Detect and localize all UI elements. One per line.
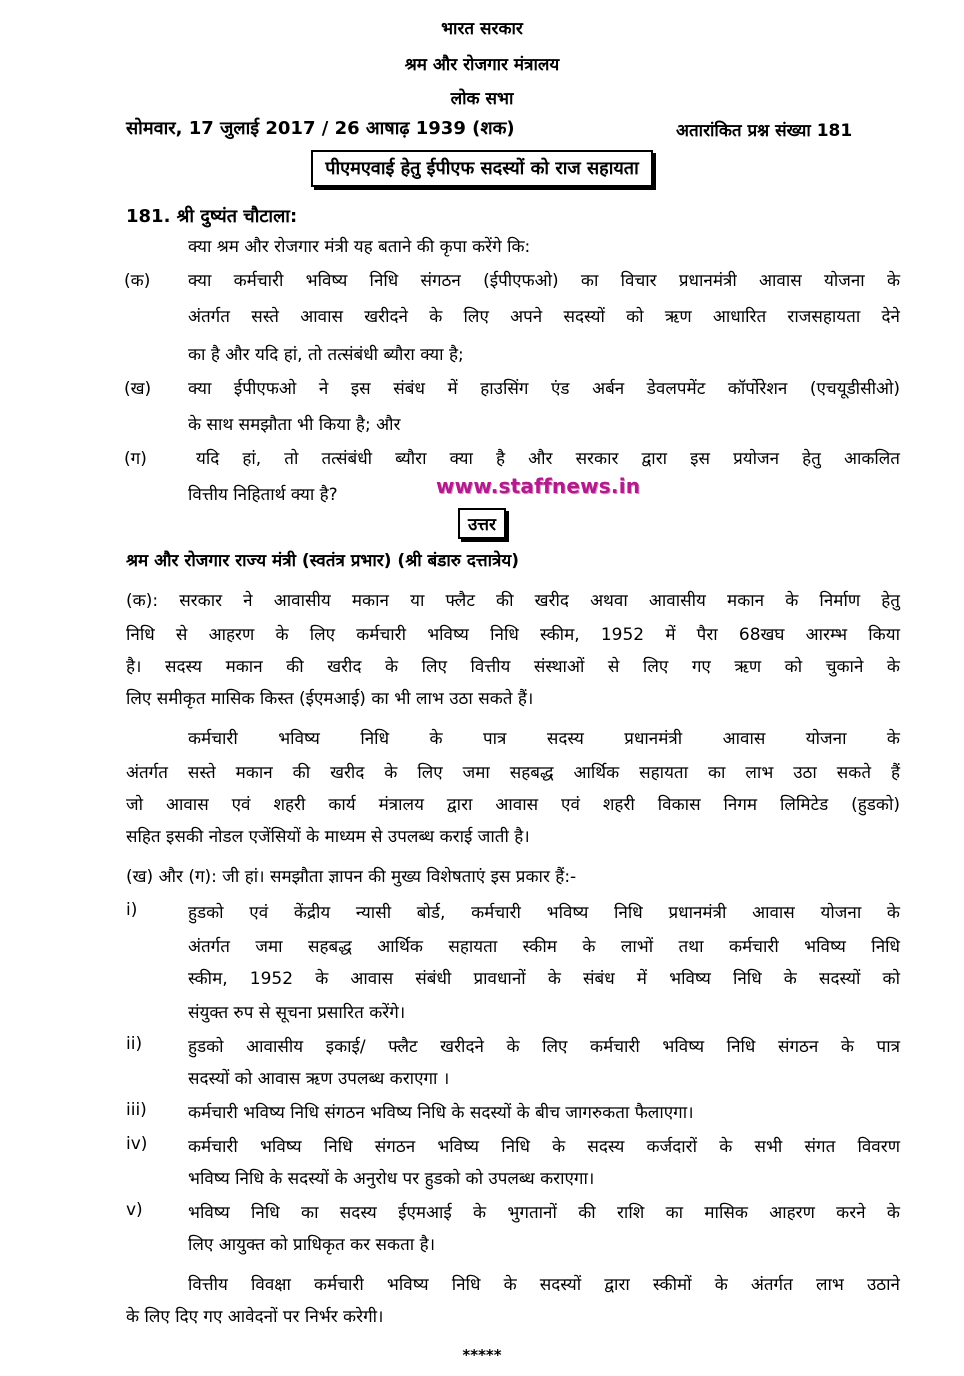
question-label-kha: (ख) [124, 379, 152, 399]
answer-para-line: अंतर्गत सस्ते मकान की खरीद के लिए जमा सहबद्ध आर्थिक सहायता का लाभ उठा सकते हैं [126, 763, 900, 783]
list-item-line: संयुक्त रुप से सूचना प्रसारित करेंगे। [188, 1003, 406, 1023]
answer-heading: उत्तर [458, 508, 506, 539]
header-house: लोक सभा [450, 89, 514, 109]
answer-para-line: है। सदस्य मकान की खरीद के लिए वित्तीय संस्थाओं से लिए गए ऋण को चुकाने के [126, 657, 900, 677]
answer-para-line: लिए समीकृत मासिक किस्त (ईएमआई) का भी लाभ उठा सकते हैं। [126, 689, 534, 709]
question-ka-line: क्या कर्मचारी भविष्य निधि संगठन (ईपीएफओ) का विचार प्रधानमंत्री आवास योजना के [188, 271, 900, 291]
header-date: सोमवार, 17 जुलाई 2017 / 26 आषाढ़ 1939 (शक) [126, 118, 515, 139]
question-label-ka: (क) [124, 271, 151, 291]
answer-closing-line: के लिए दिए गए आवेदनों पर निर्भर करेगी। [126, 1307, 384, 1327]
list-label: i) [126, 900, 138, 920]
question-asker: 181. श्री दुष्यंत चौटाला: [126, 206, 298, 227]
answer-mou-intro: (ख) और (ग): जी हां। समझौता ज्ञापन की मुख्य विशेषताएं इस प्रकार हैं:- [126, 867, 577, 887]
answer-para-line: जो आवास एवं शहरी कार्य मंत्रालय द्वारा आवास एवं शहरी विकास निगम लिमिटेड (हुडको) [126, 795, 900, 815]
list-item-line: स्कीम, 1952 के आवास संबंधी प्रावधानों के संबंध में भविष्य निधि के सदस्यों को [188, 969, 900, 989]
list-item-line: कर्मचारी भविष्य निधि संगठन भविष्य निधि के सदस्य कर्जदारों के सभी संगत विवरण [188, 1137, 900, 1157]
answer-heading-wrap [0, 508, 964, 539]
end-marker: ***** [462, 1346, 502, 1364]
question-ka-line: का है और यदि हां, तो तत्संबंधी ब्यौरा क्या है; [188, 345, 464, 365]
list-item-line: भविष्य निधि का सदस्य ईएमआई के भुगतानों की राशि का मासिक आहरण करने के [188, 1203, 900, 1223]
answer-para-line: निधि से आहरण के लिए कर्मचारी भविष्य निधि स्कीम, 1952 में पैरा 68खघ आरम्भ किया [126, 625, 900, 645]
question-label-ga: (ग) [124, 449, 147, 469]
list-item-line: हुडको आवासीय इकाई/ फ्लैट खरीदने के लिए कर्मचारी भविष्य निधि संगठन के पात्र [188, 1037, 900, 1057]
question-intro: क्या श्रम और रोजगार मंत्री यह बताने की कृपा करेंगे कि: [188, 237, 531, 257]
list-item-line: सदस्यों को आवास ऋण उपलब्ध कराएगा । [188, 1069, 450, 1089]
list-item-line: अंतर्गत जमा सहबद्ध आर्थिक सहायता स्कीम के लाभों तथा कर्मचारी भविष्य निधि [188, 937, 900, 957]
list-label: iii) [126, 1100, 147, 1120]
answer-closing-line: वित्तीय विवक्षा कर्मचारी भविष्य निधि के सदस्यों द्वारा स्कीमों के अंतर्गत लाभ उठाने [188, 1275, 900, 1295]
list-label: iv) [126, 1134, 148, 1154]
title-wrap [0, 150, 964, 187]
question-kha-line: के साथ समझौता भी किया है; और [188, 415, 401, 435]
header-ministry: श्रम और रोजगार मंत्रालय [404, 55, 560, 75]
document-title: पीएमएवाई हेतु ईपीएफ सदस्यों को राज सहायता [311, 150, 652, 187]
question-kha-line: क्या ईपीएफओ ने इस संबंध में हाउसिंग एंड अर्बन डेवलपमेंट कॉर्पोरेशन (एचयूडीसीओ) [188, 379, 900, 399]
list-item-line: कर्मचारी भविष्य निधि संगठन भविष्य निधि के सदस्यों के बीच जागरुकता फैलाएगा। [188, 1103, 694, 1123]
answer-para-line: (क): सरकार ने आवासीय मकान या फ्लैट की खरीद अथवा आवासीय मकान के निर्माण हेतु [126, 591, 900, 611]
list-label: v) [126, 1200, 143, 1220]
list-label: ii) [126, 1034, 143, 1054]
list-item-line: भविष्य निधि के सदस्यों के अनुरोध पर हुडको को उपलब्ध कराएगा। [188, 1169, 595, 1189]
question-ga-line: वित्तीय निहितार्थ क्या है? [188, 485, 338, 505]
answer-para-line: कर्मचारी भविष्य निधि के पात्र सदस्य प्रधानमंत्री आवास योजना के [188, 729, 900, 749]
list-item-line: हुडको एवं केंद्रीय न्यासी बोर्ड, कर्मचारी भविष्य निधि प्रधानमंत्री आवास योजना के [188, 903, 900, 923]
header-govt: भारत सरकार [441, 19, 523, 39]
answer-minister: श्रम और रोजगार राज्य मंत्री (स्वतंत्र प्रभार) (श्री बंडारु दत्तात्रेय) [126, 551, 520, 571]
watermark-text: www.staffnews.in [436, 474, 641, 498]
list-item-line: लिए आयुक्त को प्राधिकृत कर सकता है। [188, 1235, 436, 1255]
question-ka-line: अंतर्गत सस्ते आवास खरीदने के लिए अपने सदस्यों को ऋण आधारित राजसहायता देने [188, 307, 900, 327]
question-ga-line: यदि हां, तो तत्संबंधी ब्यौरा क्या है और सरकार द्वारा इस प्रयोजन हेतु आकलित [196, 449, 900, 469]
answer-para-line: सहित इसकी नोडल एजेंसियों के माध्यम से उपलब्ध कराई जाती है। [126, 827, 530, 847]
question-number: अतारांकित प्रश्न संख्या 181 [676, 121, 853, 141]
